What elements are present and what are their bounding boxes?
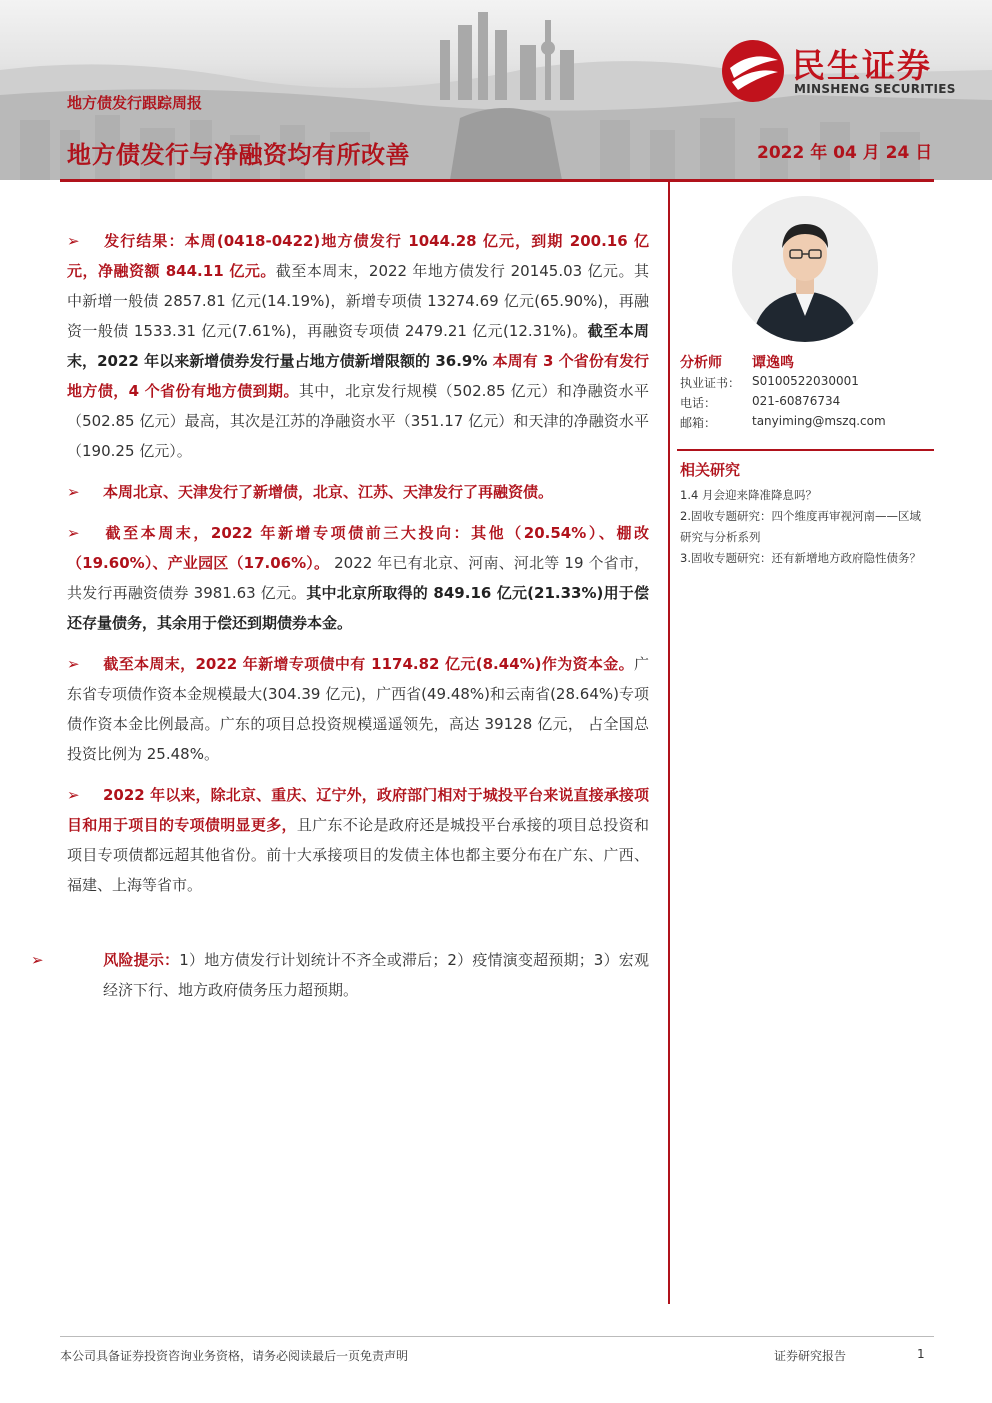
bullet-arrow-icon: ➢ (67, 232, 80, 250)
company-logo (720, 38, 970, 108)
column-divider (668, 182, 670, 1304)
email-label: 邮箱： (680, 416, 717, 430)
bullet-arrow-icon: ➢ (67, 524, 80, 542)
related-research-item[interactable]: 2.固收专题研究：四个维度再审视河南——区域研究与分析系列 (680, 509, 921, 544)
related-research-title: 相关研究 (680, 461, 741, 479)
email-link[interactable]: tanyiming@mszq.com (752, 414, 886, 428)
header-banner (0, 0, 992, 180)
related-research-item[interactable]: 1.4 月会迎来降准降息吗？ (680, 488, 817, 502)
analyst-label: 分析师 (680, 355, 722, 371)
analyst-photo (732, 196, 878, 342)
bullet-arrow-icon: ➢ (31, 951, 44, 969)
footer-report-type: 证券研究报告 (774, 1349, 847, 1363)
paragraph-special-bond-uses: ➢ 截至本周末，2022 年新增专项债前三大投向：其他（20.54%）、棚改（19.60%）、产业园区（17.06%）。 2022 年已有北京、河南、河北等 19 个省市，共发行再融资债券 3981.63 亿元。其中北京所取得的 849.16 亿元(21.33%)用于偿还存量债务，其余用于偿还到期债券本金。 (67, 518, 649, 638)
paragraph-government-projects: ➢ 2022 年以来，除北京、重庆、辽宁外，政府部门相对于城投平台来说直接承接项目和用于项目的专项债明显更多，且广东不论是政府还是城投平台承接的项目总投资和项目专项债都远超其他省份。前十大承接项目的发债主体也都主要分布在广东、广西、福建、上海等省市。 (67, 780, 649, 900)
paragraph-risk-warning: ➢ 风险提示：1）地方债发行计划统计不齐全或滞后；2）疫情演变超预期；3）宏观经济下行、地方政府债务压力超预期。 (67, 945, 649, 1005)
footer-disclaimer: 本公司具备证券投资咨询业务资格，请务必阅读最后一页免责声明 (60, 1349, 409, 1363)
report-date: 2022 年 04 月 24 日 (757, 143, 933, 163)
report-series: 地方债发行跟踪周报 (67, 94, 203, 112)
related-research-item[interactable]: 3.固收专题研究：还有新增地方政府隐性债务？ (680, 551, 921, 565)
phone-label: 电话： (680, 396, 717, 410)
sidebar-divider (677, 449, 934, 451)
paragraph-capital: ➢ 截至本周末，2022 年新增专项债中有 1174.82 亿元(8.44%)作为资本金。广东省专项债作资本金规模最大(304.39 亿元)，广西省(49.48%)和云南省(28.64%)专项债作资本金比例最高。广东的项目总投资规模遥遥领先，高达 39128 亿元， 占全国总投资比例为 25.48%。 (67, 649, 649, 769)
phone-value: 021-60876734 (752, 394, 841, 408)
license-label: 执业证书： (680, 376, 741, 390)
bullet-arrow-icon: ➢ (67, 786, 80, 804)
analyst-name: 谭逸鸣 (752, 355, 794, 371)
page-number: 1 (917, 1347, 925, 1361)
main-content (31, 226, 650, 1016)
paragraph-new-bonds: ➢ 本周北京、天津发行了新增债，北京、江苏、天津发行了再融资债。 (67, 477, 649, 507)
bullet-arrow-icon: ➢ (67, 483, 80, 501)
bullet-arrow-icon: ➢ (67, 655, 80, 673)
footer-divider (60, 1336, 934, 1337)
logo-chinese-text: 民生证券 (792, 46, 932, 85)
paragraph-issuance-result: ➢ 发行结果：本周(0418-0422)地方债发行 1044.28 亿元，到期 200.16 亿元，净融资额 844.11 亿元。截至本周末，2022 年地方债发行 20145.03 亿元。其中新增一般债 2857.81 亿元(14.19%)，新增专项债 13274.69 亿元(65.90%)，再融资一般债 1533.31 亿元(7.61%)，再融资专项债 2479.21 亿元(12.31%)。截至本周末，2022 年以来新增债券发行量占地方债新增限额的 36.9% 本周有 3 个省份有发行地方债，4 个省份有地方债到期。其中，北京发行规模（502.85 亿元）和净融资水平（502.85 亿元）最高，其次是江苏的净融资水平（351.17 亿元）和天津的净融资水平（190.25 亿元）。 (67, 226, 649, 466)
header-divider (60, 179, 934, 182)
analyst-avatar-icon (732, 196, 878, 342)
report-title: 地方债发行与净融资均有所改善 (67, 141, 410, 169)
minsheng-logo-icon (720, 38, 786, 104)
license-value: S0100522030001 (752, 374, 859, 388)
logo-english-text: MINSHENG SECURITIES (794, 82, 956, 96)
